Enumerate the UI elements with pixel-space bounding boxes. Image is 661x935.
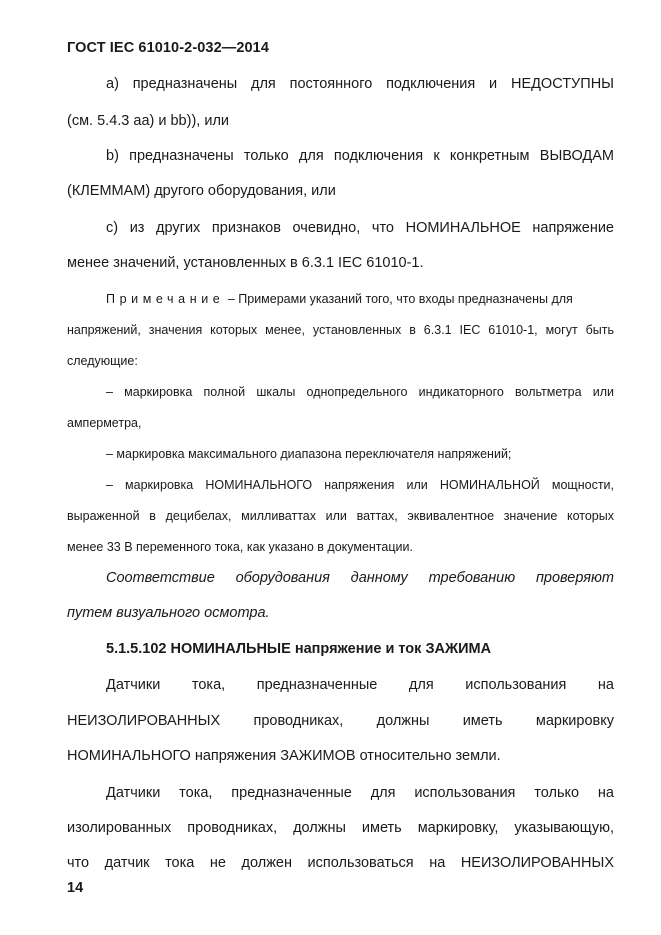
note-line-2: напряжений, значения которых менее, установленных в 6.3.1 IEC 61010-1, могут быть [67,323,614,337]
paragraph-2-line-2: изолированных проводниках, должны иметь маркировку, указывающую, [67,820,614,836]
paragraph-1-line-2: НЕИЗОЛИРОВАННЫХ проводниках, должны иметь маркировку [67,713,614,729]
list-item-b-line-1: b) предназначены только для подключения к конкретным ВЫВОДАМ [106,148,614,164]
document-header: ГОСТ IEC 61010-2-032—2014 [67,40,269,56]
list-item-c-line-1: c) из других признаков очевидно, что НОМИНАЛЬНОЕ напряжение [106,220,614,236]
list-item-c-line-2: менее значений, установленных в 6.3.1 IEC 61010-1. [67,255,424,271]
note-line-1 [106,292,614,306]
list-item-a-line-1: a) предназначены для постоянного подключения и НЕДОСТУПНЫ [106,76,614,92]
list-item-b-line-2: (КЛЕММАМ) другого оборудования, или [67,183,336,199]
note-label: Примечание [106,292,225,306]
dash-item-3-line-3: менее 33 В переменного тока, как указано в документации. [67,540,413,554]
paragraph-1-line-1: Датчики тока, предназначенные для использования на [106,677,614,693]
dash-item-3-line-2: выраженной в децибелах, милливаттах или ваттах, эквивалентное значение которых [67,509,614,523]
compliance-line-2: путем визуального осмотра. [67,605,270,621]
paragraph-2-line-3: что датчик тока не должен использоваться на НЕИЗОЛИРОВАННЫХ [67,855,614,871]
paragraph-1-line-3: НОМИНАЛЬНОГО напряжения ЗАЖИМОВ относительно земли. [67,748,501,764]
compliance-line-1: Соответствие оборудования данному требованию проверяют [106,570,614,586]
note-line-3: следующие: [67,354,138,368]
note-text: – Примерами указаний того, что входы предназначены для [224,292,573,306]
section-heading: 5.1.5.102 НОМИНАЛЬНЫЕ напряжение и ток ЗАЖИМА [106,641,492,657]
paragraph-2-line-1: Датчики тока, предназначенные для использования только на [106,785,614,801]
dash-item-1-line-2: амперметра, [67,416,142,430]
page-number: 14 [67,880,84,896]
dash-item-1-line-1: – маркировка полной шкалы однопредельного индикаторного вольтметра или [106,385,614,399]
list-item-a-line-2: (см. 5.4.3 аа) и bb)), или [67,113,229,129]
dash-item-3-line-1: – маркировка НОМИНАЛЬНОГО напряжения или НОМИНАЛЬНОЙ мощности, [106,478,614,492]
dash-item-2-line-1: – маркировка максимального диапазона переключателя напряжений; [106,447,512,461]
